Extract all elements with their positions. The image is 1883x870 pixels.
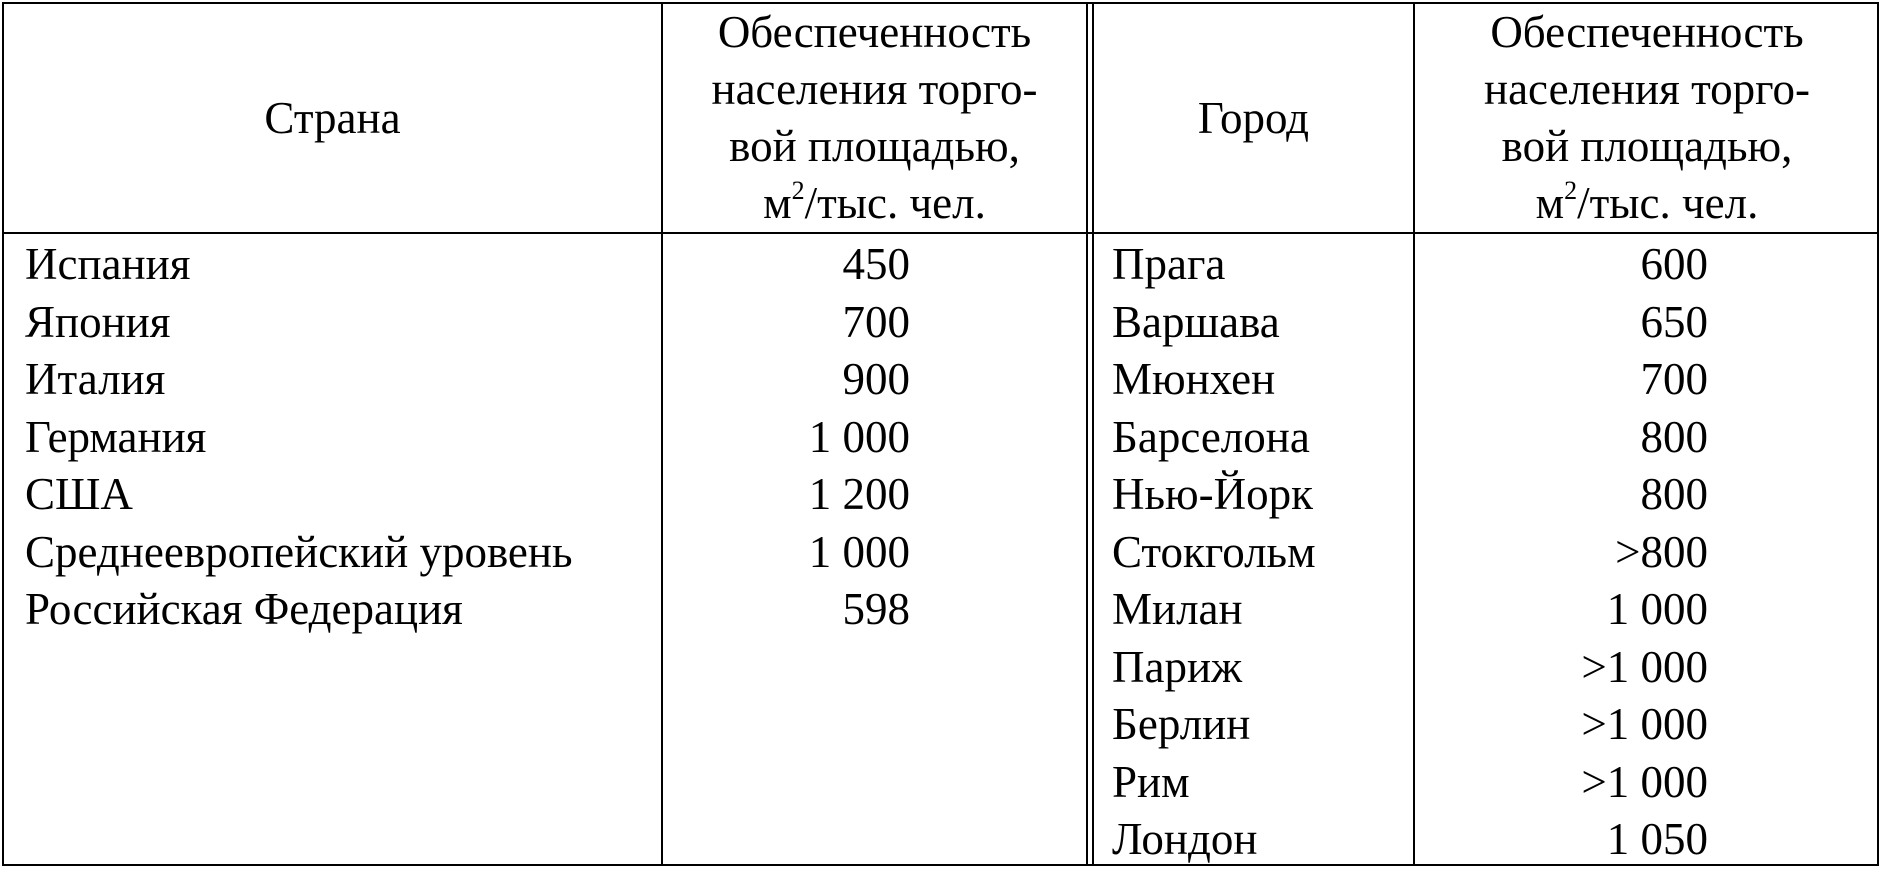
table-row: Барселона bbox=[1112, 411, 1310, 462]
table-cell-value: 700 bbox=[842, 296, 910, 347]
table-row: Милан bbox=[1112, 584, 1243, 634]
table-row: Среднеевропейский уровень bbox=[25, 526, 573, 577]
header-line-2: населения торго- bbox=[711, 64, 1038, 114]
table-row: Лондон bbox=[1112, 814, 1258, 864]
city-values bbox=[1470, 236, 1708, 869]
table-cell-value: >1 000 bbox=[1581, 641, 1708, 692]
table-row: Италия bbox=[25, 354, 166, 404]
table-cell-value: 800 bbox=[1640, 411, 1708, 462]
table-cell-value: 1 000 bbox=[808, 526, 910, 577]
table-row: Прага bbox=[1112, 239, 1226, 289]
header-unit: $м^2$/тыс. чел. bbox=[763, 176, 986, 228]
header-city: Город bbox=[1197, 92, 1310, 143]
country-names bbox=[25, 236, 655, 639]
table-cell-value: 700 bbox=[1640, 354, 1708, 404]
table-cell-value: 1 200 bbox=[808, 469, 910, 519]
table-cell-value: 600 bbox=[1640, 239, 1708, 289]
table-row: Париж bbox=[1112, 641, 1243, 692]
table-cell-value: >1 000 bbox=[1581, 756, 1708, 807]
table-row: Мюнхен bbox=[1112, 354, 1276, 404]
header-city-value bbox=[1415, 4, 1879, 232]
header-line-1: Обеспеченность bbox=[717, 7, 1032, 57]
table-row: Стокгольм bbox=[1112, 526, 1316, 577]
table-row: Варшава bbox=[1112, 296, 1280, 347]
table-cell-value: >800 bbox=[1615, 526, 1708, 577]
header-unit: $м^2$/тыс. чел. bbox=[1535, 176, 1759, 228]
table-row: Рим bbox=[1112, 756, 1190, 807]
header-rule bbox=[2, 232, 1879, 234]
city-names bbox=[1112, 236, 1412, 869]
header-country-value bbox=[663, 4, 1086, 232]
table-row: США bbox=[25, 469, 133, 519]
header-country: Страна bbox=[264, 92, 401, 143]
table-cell-value: 800 bbox=[1640, 469, 1708, 519]
country-values bbox=[700, 236, 910, 639]
table-cell-value: >1 000 bbox=[1581, 699, 1708, 749]
table-cell-value: 1 000 bbox=[1606, 584, 1708, 634]
table-cell-value: 1 000 bbox=[808, 411, 910, 462]
table-row: Нью-Йорк bbox=[1112, 469, 1313, 519]
table-cell-value: 598 bbox=[842, 584, 910, 634]
divider-double-left bbox=[1086, 2, 1088, 866]
table-row: Япония bbox=[25, 296, 171, 347]
header-line-3: вой площадью, bbox=[1501, 121, 1793, 171]
table-row: Российская Федерация bbox=[25, 584, 463, 634]
table-cell-value: 650 bbox=[1640, 296, 1708, 347]
header-line-1: Обеспеченность bbox=[1490, 7, 1804, 57]
table-row: Испания bbox=[25, 239, 191, 289]
table-cell-value: 1 050 bbox=[1606, 814, 1708, 864]
header-line-2: населения торго- bbox=[1484, 64, 1810, 114]
table-cell-value: 450 bbox=[842, 239, 910, 289]
header-line-3: вой площадью, bbox=[729, 121, 1020, 171]
table-row: Берлин bbox=[1112, 699, 1251, 749]
table-cell-value: 900 bbox=[842, 354, 910, 404]
table-row: Германия bbox=[25, 411, 207, 462]
